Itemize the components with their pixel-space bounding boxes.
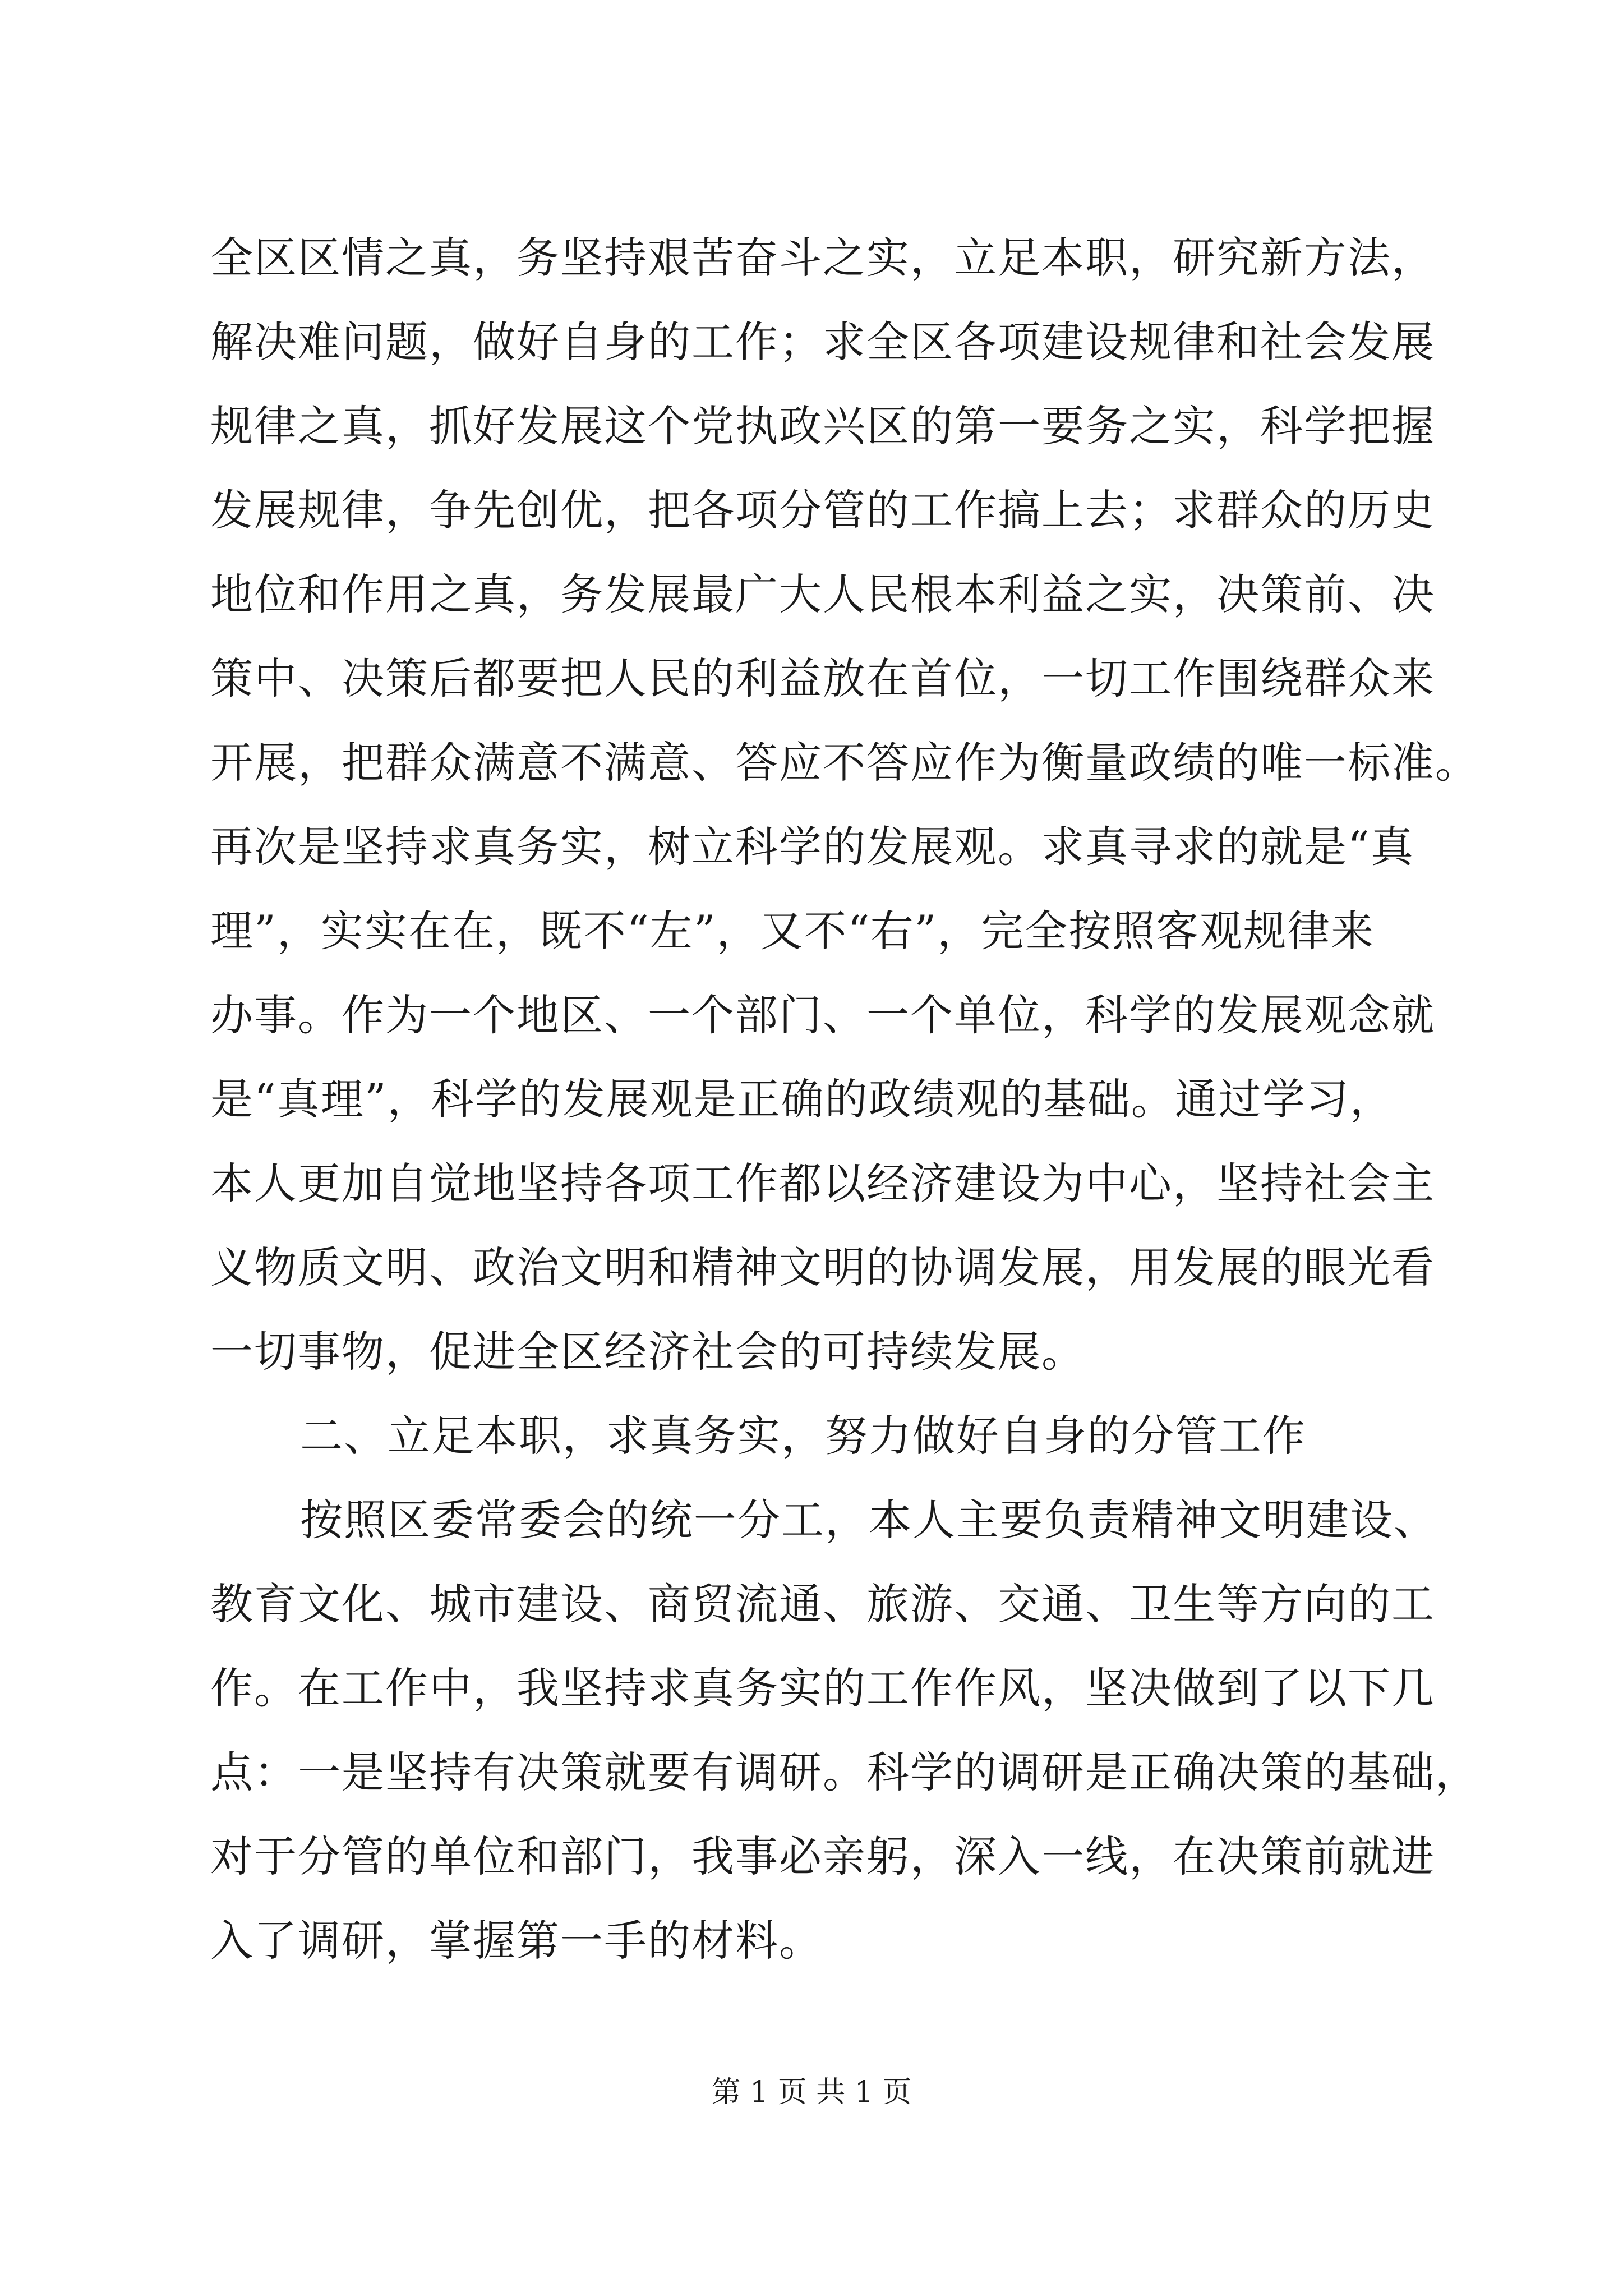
body-line: 策中、决策后都要把人民的利益放在首位，一切工作围绕群众来	[210, 654, 1435, 703]
body-line: 再次是坚持求真务实，树立科学的发展观。求真寻求的就是“真	[210, 822, 1414, 872]
body-line: 教育文化、城市建设、商贸流通、旅游、交通、卫生等方向的工	[210, 1579, 1435, 1629]
body-line: 解决难问题，做好自身的工作；求全区各项建设规律和社会发展	[210, 317, 1435, 367]
body-line: 办事。作为一个地区、一个部门、一个单位，科学的发展观念就	[210, 990, 1435, 1040]
page-number-footer: 第 1 页 共 1 页	[711, 2076, 912, 2109]
body-line: 是“真理”，科学的发展观是正确的政绩观的基础。通过学习，	[210, 1074, 1394, 1124]
body-line: 开展，把群众满意不满意、答应不答应作为衡量政绩的唯一标准。	[210, 738, 1479, 788]
body-line: 入了调研，掌握第一手的材料。	[210, 1916, 823, 1966]
body-line: 点：一是坚持有决策就要有调研。科学的调研是正确决策的基础，	[210, 1747, 1479, 1797]
body-line: 本人更加自觉地坚持各项工作都以经济建设为中心，坚持社会主	[210, 1158, 1435, 1208]
body-line: 一切事物，促进全区经济社会的可持续发展。	[210, 1327, 1085, 1377]
body-line: 按照区委常委会的统一分工，本人主要负责精神文明建设、	[300, 1495, 1437, 1545]
section-heading: 二、立足本职，求真务实，努力做好自身的分管工作	[300, 1411, 1306, 1461]
body-line: 规律之真，抓好发展这个党执政兴区的第一要务之实，科学把握	[210, 401, 1435, 451]
body-line: 发展规律，争先创优，把各项分管的工作搞上去；求群众的历史	[210, 485, 1435, 535]
body-line: 全区区情之真，务坚持艰苦奋斗之实，立足本职，研究新方法，	[210, 233, 1435, 283]
body-line: 作。在工作中，我坚持求真务实的工作作风，坚决做到了以下几	[210, 1663, 1435, 1713]
body-line: 义物质文明、政治文明和精神文明的协调发展，用发展的眼光看	[210, 1243, 1435, 1292]
body-line: 对于分管的单位和部门，我事必亲躬，深入一线，在决策前就进	[210, 1832, 1435, 1881]
body-line: 地位和作用之真，务发展最广大人民根本利益之实，决策前、决	[210, 569, 1435, 619]
body-line: 理”，实实在在，既不“左”，又不“右”，完全按照客观规律来	[210, 906, 1375, 956]
